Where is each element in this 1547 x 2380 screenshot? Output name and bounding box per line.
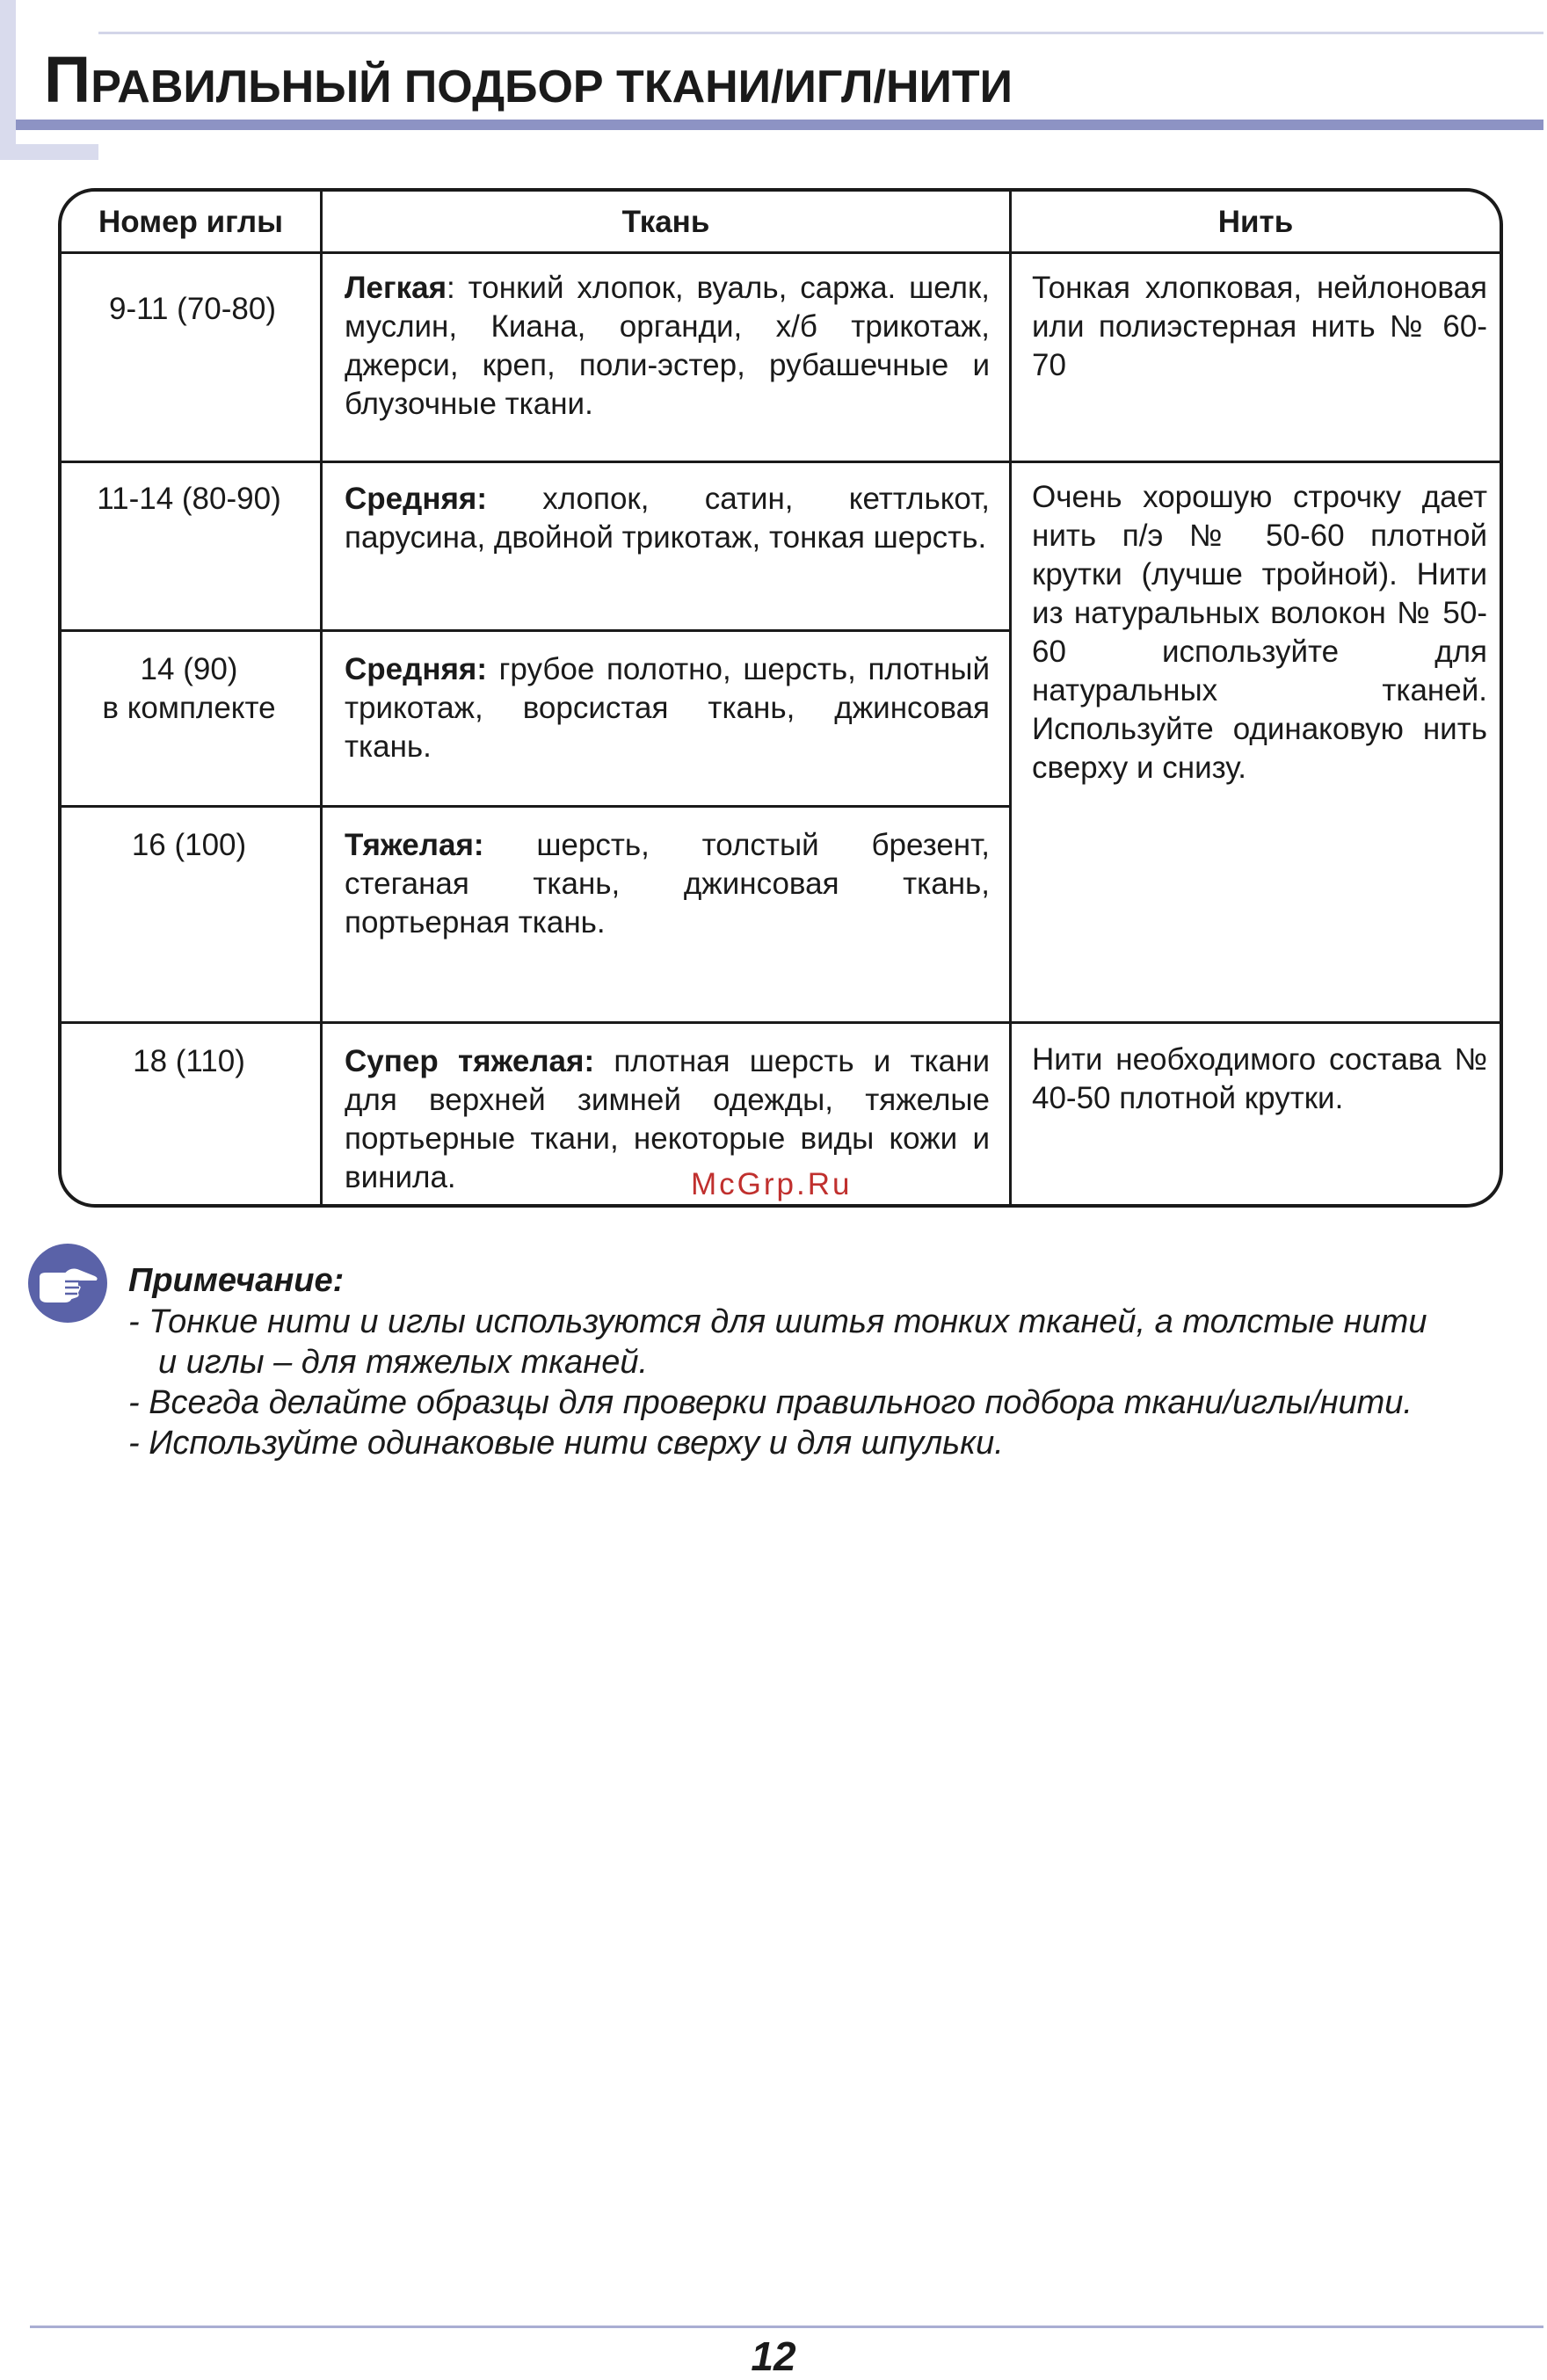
needle-size-3-note: в комплекте [102,691,276,725]
header-bottom-rule [98,120,1543,130]
needle-size-3-value: 14 (90) [140,652,238,686]
note-line-1: - Тонкие нити и иглы используются для шитья тонких тканей, а толстые нити [128,1303,1427,1340]
fabric-cell-5 [345,1042,990,1197]
needle-size-1: 9-11 (70-80) [108,292,276,326]
fabric-type-4: Тяжелая: [345,828,484,862]
needle-size-5: 18 (110) [133,1044,245,1078]
footer-rule [30,2326,1543,2328]
needle-size-3 [62,650,316,728]
fabric-desc-3: грубое полотно, шерсть, плотный трикотаж, ворсистая ткань, джинсовая ткань. [345,652,990,764]
note-line-3: - Всегда делайте образцы для проверки правильного подбора ткани/иглы/нити. [128,1384,1413,1421]
page-title-rest: РАВИЛЬНЫЙ ПОДБОР ТКАНИ/ИГЛ/НИТИ [91,62,1013,112]
fabric-desc-5: плотная шерсть и ткани для верхней зимней одежды, тяжелые портьерные ткани, некоторые виды кожи и винила. [345,1044,991,1194]
thread-cell-heavy: Нити необходимого состава № 40-50 плотной крутки. [1032,1042,1487,1115]
header-fabric: Ткань [621,205,710,239]
fabric-type-5: Супер тяжелая: [345,1044,595,1078]
header-thread: Нить [1217,205,1294,239]
note-line-2: и иглы – для тяжелых тканей. [158,1344,649,1381]
fabric-type-3: Средняя: [345,652,487,686]
fabric-desc-1: : тонкий хлопок, вуаль, саржа. шелк, муслин, Киана, органди, х/б трикотаж, джерси, креп, поли-эстер, рубашечные и блузочные ткани. [345,271,990,421]
fabric-desc-2: хлопок, сатин, кеттлькот, парусина, двойной трикотаж, тонкая шерсть. [345,482,990,555]
page-title [44,42,1013,117]
fabric-desc-4: шерсть, толстый брезент, стеганая ткань, джинсовая ткань, портьерная ткань. [345,828,990,940]
fabric-type-1: Легкая [345,271,447,305]
note-title: Примечание: [128,1262,345,1299]
fabric-cell-1 [345,269,990,424]
needle-size-4: 16 (100) [131,828,247,862]
note-line-4: - Используйте одинаковые нити сверху и для шпульки. [128,1425,1004,1462]
fabric-cell-3 [345,650,990,766]
watermark: McGrp.Ru [691,1167,853,1201]
needle-size-2: 11-14 (80-90) [97,482,281,516]
thread-cell-medium: Очень хорошую строчку дает нить п/э № 50-60 плотной крутки (лучше тройной). Нити из натуральных волокон № 50-60 используйте для натуральных тканей. Используйте одинаковую нить сверху и снизу. [1032,480,1487,785]
fabric-cell-2 [345,480,990,557]
page-number: 12 [751,2333,796,2379]
thread-cell-light: Тонкая хлопковая, нейлоновая или полиэстерная нить № 60-70 [1032,271,1487,382]
pointing-hand-icon [26,1242,109,1324]
fabric-cell-4 [345,826,990,942]
header-needle: Номер иглы [98,205,283,239]
page-title-initial: П [44,43,91,116]
header-left-rule [16,120,98,130]
fabric-type-2: Средняя: [345,482,487,516]
header-top-rule [98,32,1543,34]
fabric-needle-thread-table [58,188,1503,1208]
